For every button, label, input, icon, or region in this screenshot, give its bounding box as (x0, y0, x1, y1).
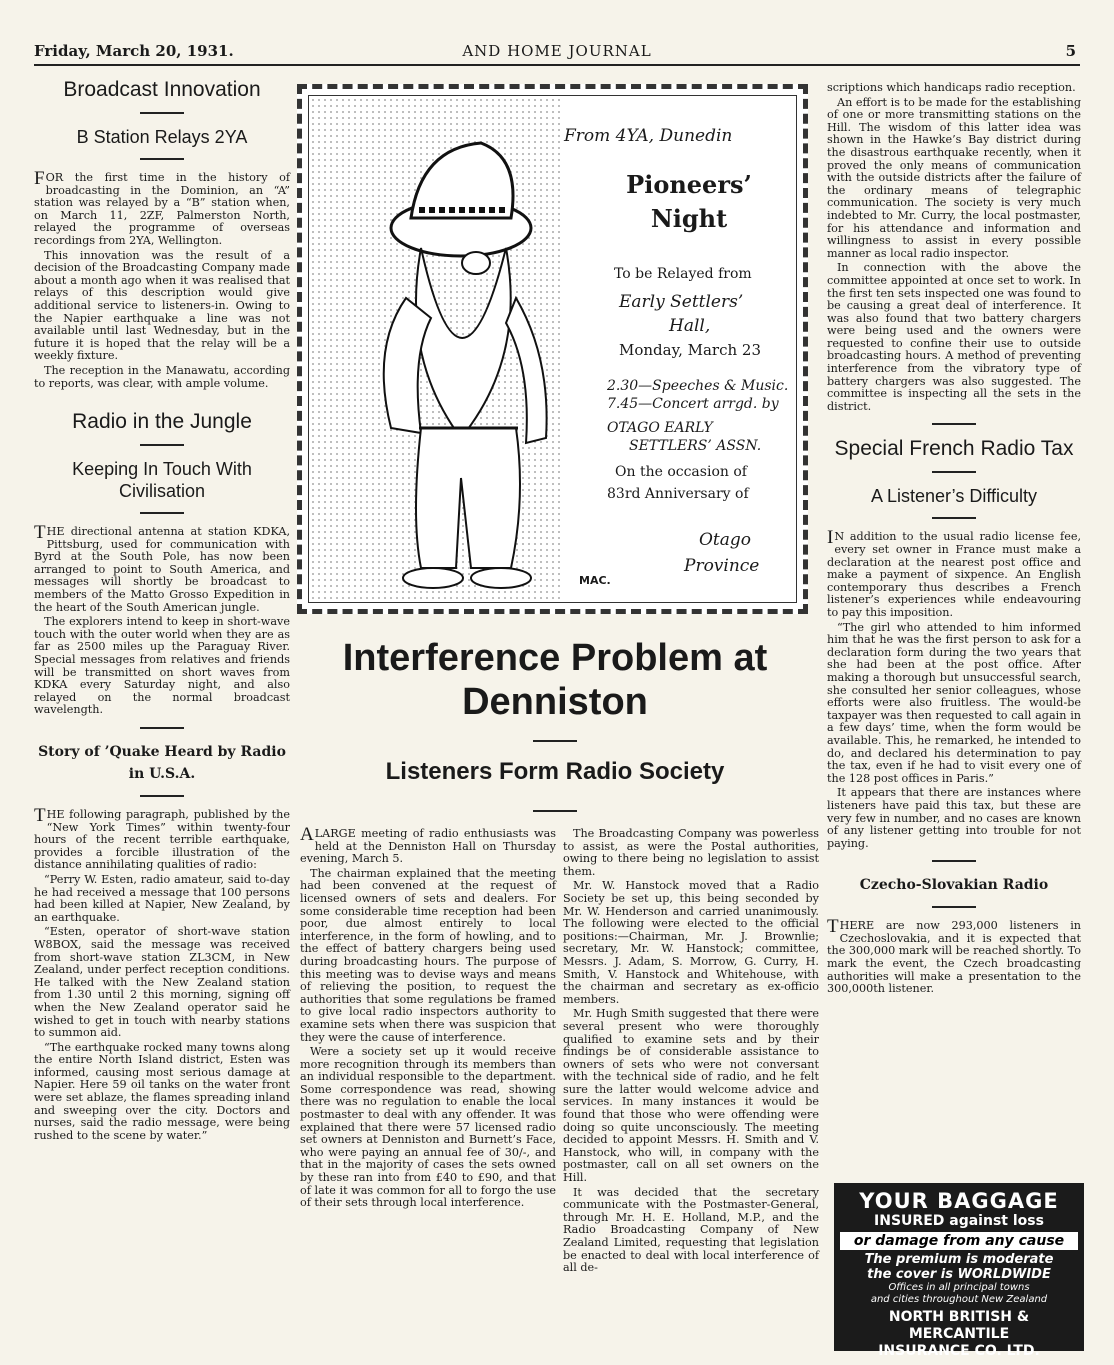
divider-rule (932, 906, 976, 908)
ad-title-line-1: Pioneers’ (626, 170, 752, 199)
article-paragraph: THE following paragraph, published by the “New York Times” within twenty-four hours of the recent terrible earthquake, provides a forcible illustration of the distance annihilating qualities of radio: (34, 805, 290, 872)
ad-company-name-2: INSURANCE CO. LTD. (878, 1343, 1040, 1359)
divider-rule (140, 727, 184, 729)
ad-time-1: 2.30—Speeches & Music. (607, 378, 789, 394)
column-1 (34, 78, 290, 1144)
article-paragraph: “Perry W. Esten, radio amateur, said to-day he had received a message that 100 persons had been killed at Napier, New Zealand, by an earthquake. (34, 872, 290, 924)
divider-rule (932, 517, 976, 519)
article-paragraph: The chairman explained that the meeting had been convened at the request of licensed owners of sets and dealers. For some considerable time reception had been poor, due almost entirely to local interference, in the form of howling, and to the effect of battery chargers being used during broadcasting hours. The purpose of this meeting was to devise ways and means of relieving the position, to request the authorities that some regulations be framed to give local radio inspectors authority to examine sets when there was suspicion that they were the cause of interference. (300, 866, 556, 1044)
divider-rule (932, 860, 976, 862)
divider-rule (140, 444, 184, 446)
column-2 (300, 824, 556, 1212)
ad-province-2: Province (684, 556, 760, 576)
divider-rule (932, 471, 976, 473)
article-title-czecho-slovakian: Czecho-Slovakian Radio (859, 877, 1049, 894)
drop-cap: A (300, 824, 314, 845)
main-subheadline: Listeners Form Radio Society (385, 758, 725, 785)
ad-line: and cities throughout New Zealand (870, 1294, 1048, 1305)
article-paragraph: The explorers intend to keep in short-wave touch with the outer world when they are as far as 2500 miles up the Paraguay River. Special messages from relatives and friends will be transmitted on short waves from KDKA every Saturday night, and also relayed on the normal broadcast wavelength. (34, 615, 290, 717)
ad-title-line-2: Night (650, 204, 728, 233)
article-title-broadcast-innovation: Broadcast Innovation (63, 78, 261, 101)
article-title-radio-jungle: Radio in the Jungle (72, 410, 252, 434)
article-paragraph: I N addition to the usual radio license fee, every set owner in France must make a declaration at the nearest post office and make a payment of sixpence. An English contemporary thus describes a French listener’s experiences while endeavouring to pay this imposition. (827, 527, 1081, 619)
left-boot (403, 568, 463, 588)
drop-cap: T (827, 916, 839, 938)
article-subtitle-b-station: B Station Relays 2YA (76, 127, 248, 147)
ad-line: the cover is WORLDWIDE (867, 1267, 1051, 1282)
ad-line: The premium is moderate (864, 1252, 1054, 1267)
article-subtitle-keeping-in-touch: Keeping In Touch With Civilisation (72, 459, 252, 502)
prospector-illustration (311, 98, 561, 603)
article-title-french-tax: Special French Radio Tax (834, 437, 1074, 461)
article-paragraph: “The girl who attended to him informed him that he was the first person to ask for a declaration form during the two years that she had been at the post office. After making a thorough but unsuccessful search, she consulted her senior colleagues, whose efforts were also fruitless. The would-be taxpayer was then requested to call again in a few days’ time, when the form would be available. This, he remarked, he intended to do, and declared his determination to pay the tax, even if he had to visit every one of the 128 post offices in Paris.” (827, 620, 1081, 785)
article-paragraph: The Broadcasting Company was powerless to assist, as were the Postal authorities, owing to there being no legislation to assist them. (563, 827, 819, 878)
article-paragraph: It was decided that the secretary communicate with the Postmaster-General, through Mr. H. E. Holland, M.P., and the Radio Broadcasting Company of New Zealand Limited, requesting that legislation be enacted to deal with local interference of all de- (563, 1185, 819, 1275)
article-paragraph: “Esten, operator of short-wave station W8BOX, said the message was received from short-wave station ZL3CM, in New Zealand, under perfect reception conditions. He talked with the New Zealand station from 1.30 until 2 this morning, signing off when the New Zealand operator said he wished to get in touch with nearby stations to summon aid. (34, 925, 290, 1040)
column-3 (563, 828, 819, 1277)
article-subtitle-listener-difficulty: A Listener’s Difficulty (870, 486, 1038, 507)
ad-frame (308, 95, 797, 603)
ad-line: or damage from any cause (840, 1232, 1078, 1250)
publication-title: AND HOME JOURNAL (462, 42, 652, 60)
article-paragraph: The reception in the Manawatu, according to reports, was clear, with ample volume. (34, 363, 290, 390)
ad-line: INSURED against loss (874, 1213, 1044, 1229)
divider-rule (140, 158, 184, 160)
page-header (34, 42, 1080, 66)
right-boot (471, 568, 531, 588)
ad-date: Monday, March 23 (619, 341, 762, 359)
divider-rule (533, 810, 577, 812)
trousers (416, 428, 520, 568)
column-4 (827, 82, 1081, 998)
article-paragraph: Mr. W. Hanstock moved that a Radio Society be set up, this being seconded by Mr. W. Henderson and carried unanimously. The following were elected to the official positions:—Chairman, Mr. J. Brownlie; secretary, Mr. W. Hanstock; committee, Messrs. J. Adam, S. Morrow, G. Curry, H. Smith, V. Hanstock and Whitehouse, with the chairman and secretary as ex-officio members. (563, 879, 819, 1006)
main-headline: Interference Problem at Denniston (342, 637, 768, 723)
article-paragraph: This innovation was the result of a decision of the Broadcasting Company made about a month ago when it was realised that relays of this description would give additional service to listeners-in. Owing to the Napier earthquake a line was not available until last Wednesday, but in the future it is hoped that the relay will be a weekly fixture. (34, 248, 290, 363)
ad-venue-2: Hall, (669, 316, 711, 336)
issue-date: Friday, March 20, 1931. (34, 42, 234, 60)
article-paragraph: Were a society set up it would receive more recognition through its members than an individual responsible to the department. Some correspondence was read, showing there was no regulation to enable the local postmaster to deal with any offender. It was explained that there were 57 licensed radio set owners at Denniston and Burnett’s Face, who were paying an annual fee of 30/-, and that in the majority of cases the sets owned by these ran into from £40 to £90, and that of late it was common for all to forgo the use of their sets through local interference. (300, 1045, 556, 1210)
divider-rule (140, 112, 184, 114)
ad-relayed: To be Relayed from (614, 266, 752, 282)
ad-headline: YOUR BAGGAGE (859, 1189, 1059, 1213)
article-paragraph: THE directional antenna at station KDKA, Pittsburg, used for communication with Byrd at the South Pole, has now been arranged to point to South America, and messages will shortly be broadcast to members of the Matto Grosso Expedition in the heart of the South American jungle. (34, 522, 290, 614)
article-title-quake-story: Story of ’Quake Heard by Radio in U.S.A. (38, 744, 286, 782)
divider-rule (533, 740, 577, 742)
ad-line: Offices in all principal towns (888, 1282, 1030, 1293)
article-paragraph: In connection with the above the committee appointed at once set to work. In the first ten sets inspected one was found to be causing a great deal of interference. It was also found that two battery chargers were being used and the owners were requested to confine their use to outside broadcasting hours. A method of preventing interference from the vibratory type of battery chargers was also suggested. The committee is inspecting all the sets in the district. (827, 261, 1081, 413)
ad-company-name: NORTH BRITISH & MERCANTILE (888, 1309, 1030, 1342)
ad-title (614, 168, 764, 236)
ad-occasion-1: On the occasion of (615, 464, 747, 480)
drop-cap: F (34, 168, 45, 189)
ad-time-2: 7.45—Concert arrgd. by (607, 396, 779, 412)
article-paragraph: FOR the first time in the history of broadcasting in the Dominion, an “A” station was relayed by a “B” station when, on March 11, 2ZF, Palmerston North, relayed the programme of overseas recordings from 2YA, Wellington. (34, 168, 290, 247)
ad-org-1: OTAGO EARLY (607, 420, 713, 436)
article-paragraph: It appears that there are instances where listeners have paid this tax, but these are very few in number, and no cases are known of any listener getting into trouble for not paying. (827, 786, 1081, 850)
pioneers-night-advertisement (297, 84, 808, 614)
illustrator-signature: MAC. (579, 574, 611, 587)
drop-cap: T (34, 522, 46, 544)
divider-rule (140, 795, 184, 797)
ad-occasion-2: 83rd Anniversary of (607, 486, 749, 502)
baggage-insurance-advertisement (834, 1183, 1084, 1359)
nose (462, 252, 490, 274)
ad-from-line: From 4YA, Dunedin (564, 126, 733, 146)
ad-province-1: Otago (699, 530, 752, 550)
article-paragraph: scriptions which handicaps radio reception. (827, 81, 1076, 94)
article-paragraph: Mr. Hugh Smith suggested that there were several present who were thoroughly qualified to examine sets and by their findings be of considerable assistance to owners of sets who were not conversant with the technical side of radio, and he felt sure the latter would welcome advice and services. In many instances it would be found that those who were offending were doing so quite unconsciously. The meeting decided to appoint Messrs. H. Smith and V. Hanstock, who will, in company with the postmaster, call on all set owners on the Hill. (563, 1007, 819, 1185)
ad-venue-1: Early Settlers’ (619, 292, 744, 312)
divider-rule (140, 512, 184, 514)
article-paragraph: ALARGE meeting of radio enthusiasts was held at the Denniston Hall on Thursday evening, March 5. (300, 824, 556, 866)
page-number: 5 (1065, 42, 1076, 60)
divider-rule (932, 423, 976, 425)
ad-org-2: SETTLERS’ ASSN. (629, 438, 762, 454)
drop-cap: I (827, 527, 834, 549)
drop-cap: T (34, 805, 46, 826)
article-paragraph: An effort is to be made for the establishing of one or more transmitting stations on the Hill. The wisdom of this latter idea was shown in the Hawke’s Bay district during the disastrous earthquake recently, when it proved the only means of communication with the outside districts after the failure of the ordinary means of telegraphic communication. The society is very much indebted to Mr. Curry, the local postmaster, for his attendance and information and willingness to assist in every possible manner as local radio inspector. (827, 95, 1081, 260)
article-paragraph: “The earthquake rocked many towns along the entire North Island district, Esten was informed, causing most serious damage at Napier. Here 59 oil tanks on the water front were set ablaze, the flames spreading inland and sweeping over the city. Doctors and nurses, said the radio message, were being rushed to the scene by water.” (34, 1040, 290, 1142)
article-paragraph: THERE are now 293,000 listeners in Czechoslovakia, and it is expected that the 300,000 mark will be reached shortly. To mark the event, the Czech broadcasting authorities will make a presentation to the 300,000th listener. (827, 916, 1081, 996)
